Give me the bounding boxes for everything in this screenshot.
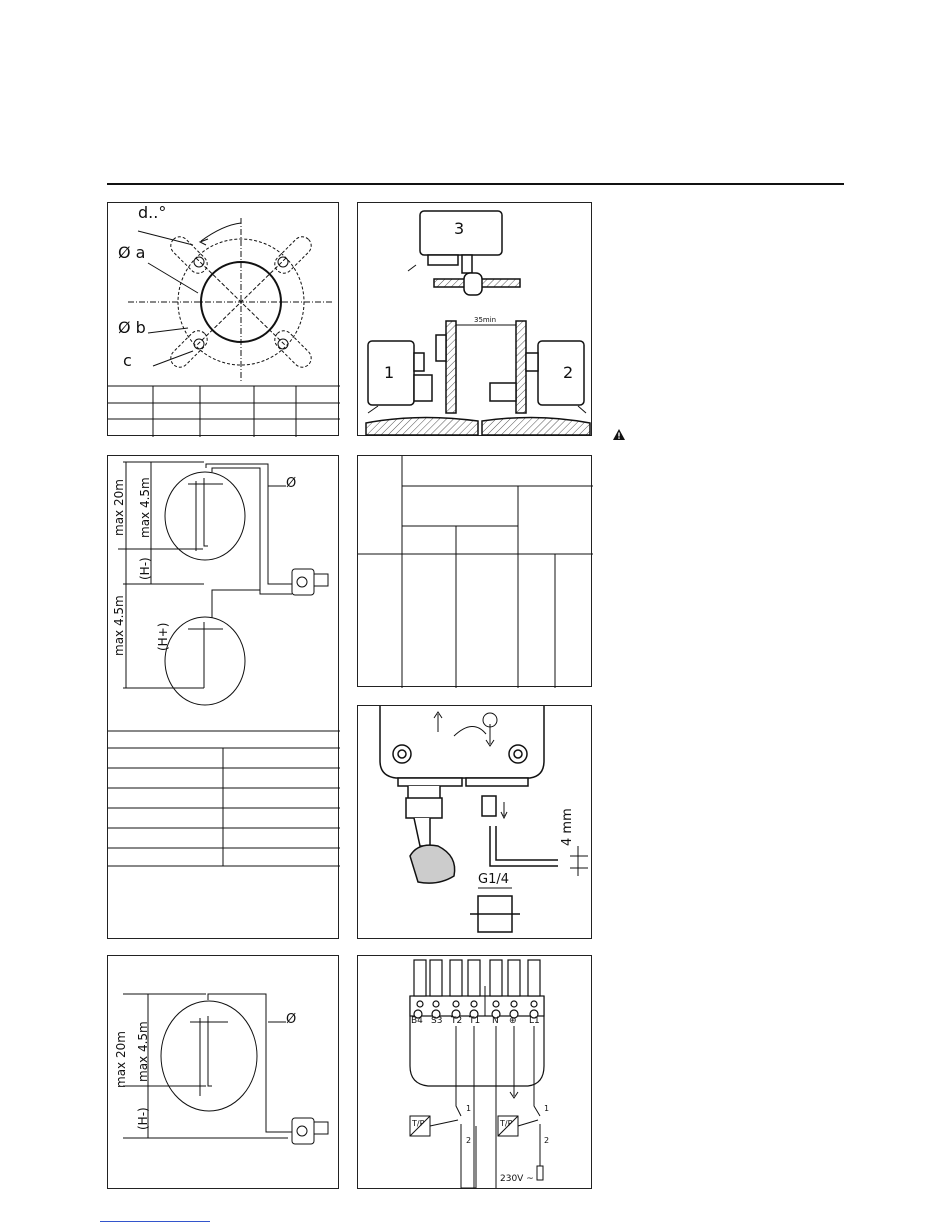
flange-diagram-panel	[107, 202, 339, 436]
h-plus-label: (H+)	[156, 622, 170, 651]
max-45m-label: max 4.5m	[136, 1021, 150, 1082]
angle-label: d..°	[138, 203, 167, 222]
terminal-earth: ⊕	[509, 1016, 517, 1026]
position-1-label: 1	[384, 363, 395, 382]
terminal-l1: L1	[529, 1016, 540, 1026]
vent-plug-panel	[357, 705, 592, 939]
diameter-b-label: Ø b	[118, 318, 146, 337]
h-minus-label: (H-)	[138, 557, 152, 580]
spec-table-grid	[358, 456, 593, 688]
terminal-s3: S3	[431, 1016, 443, 1026]
spec-table-panel	[357, 455, 592, 687]
max-20m-label: max 20m	[112, 479, 126, 536]
hex-size-label: 4 mm	[560, 808, 575, 846]
terminal-t2: T2	[451, 1016, 463, 1026]
warning-triangle-icon	[613, 425, 625, 436]
position-2-label: 2	[563, 363, 574, 382]
max-20m-label: max 20m	[114, 1031, 128, 1088]
tp-switch-right-label: T/P	[500, 1119, 513, 1128]
switch-left-contact-2: 2	[466, 1136, 472, 1145]
header-rule	[107, 183, 844, 185]
supply-voltage-label: 230V ~	[500, 1174, 534, 1184]
mounting-positions-panel	[357, 202, 592, 436]
pipe-diameter-label: Ø	[286, 476, 297, 491]
terminal-t1: T1	[469, 1016, 481, 1026]
max-45m-bottom-label: max 4.5m	[112, 595, 126, 656]
wiring-diagram-panel	[357, 955, 592, 1189]
pipe-diameter-label: Ø	[286, 1012, 297, 1027]
tp-switch-left-label: T/P	[412, 1119, 425, 1128]
one-pipe-system-panel	[107, 955, 339, 1189]
terminal-b4: B4	[411, 1016, 423, 1026]
wiring-drawing	[358, 956, 593, 1190]
position-3-label: 3	[454, 219, 465, 238]
hole-c-label: c	[123, 351, 132, 370]
max-45m-top-label: max 4.5m	[138, 477, 152, 538]
diameter-a-label: Ø a	[118, 243, 146, 262]
switch-right-contact-2: 2	[544, 1136, 550, 1145]
clearance-label: 35min	[474, 316, 497, 324]
switch-left-contact-1: 1	[466, 1104, 472, 1113]
two-pipe-system-panel	[107, 455, 339, 939]
thread-size-label: G1/4	[478, 872, 509, 887]
switch-right-contact-1: 1	[544, 1104, 550, 1113]
terminal-n: N	[492, 1016, 499, 1026]
footnote-link-underline[interactable]	[100, 1221, 210, 1222]
vent-plug-drawing	[358, 706, 593, 940]
h-minus-label: (H-)	[136, 1107, 150, 1130]
